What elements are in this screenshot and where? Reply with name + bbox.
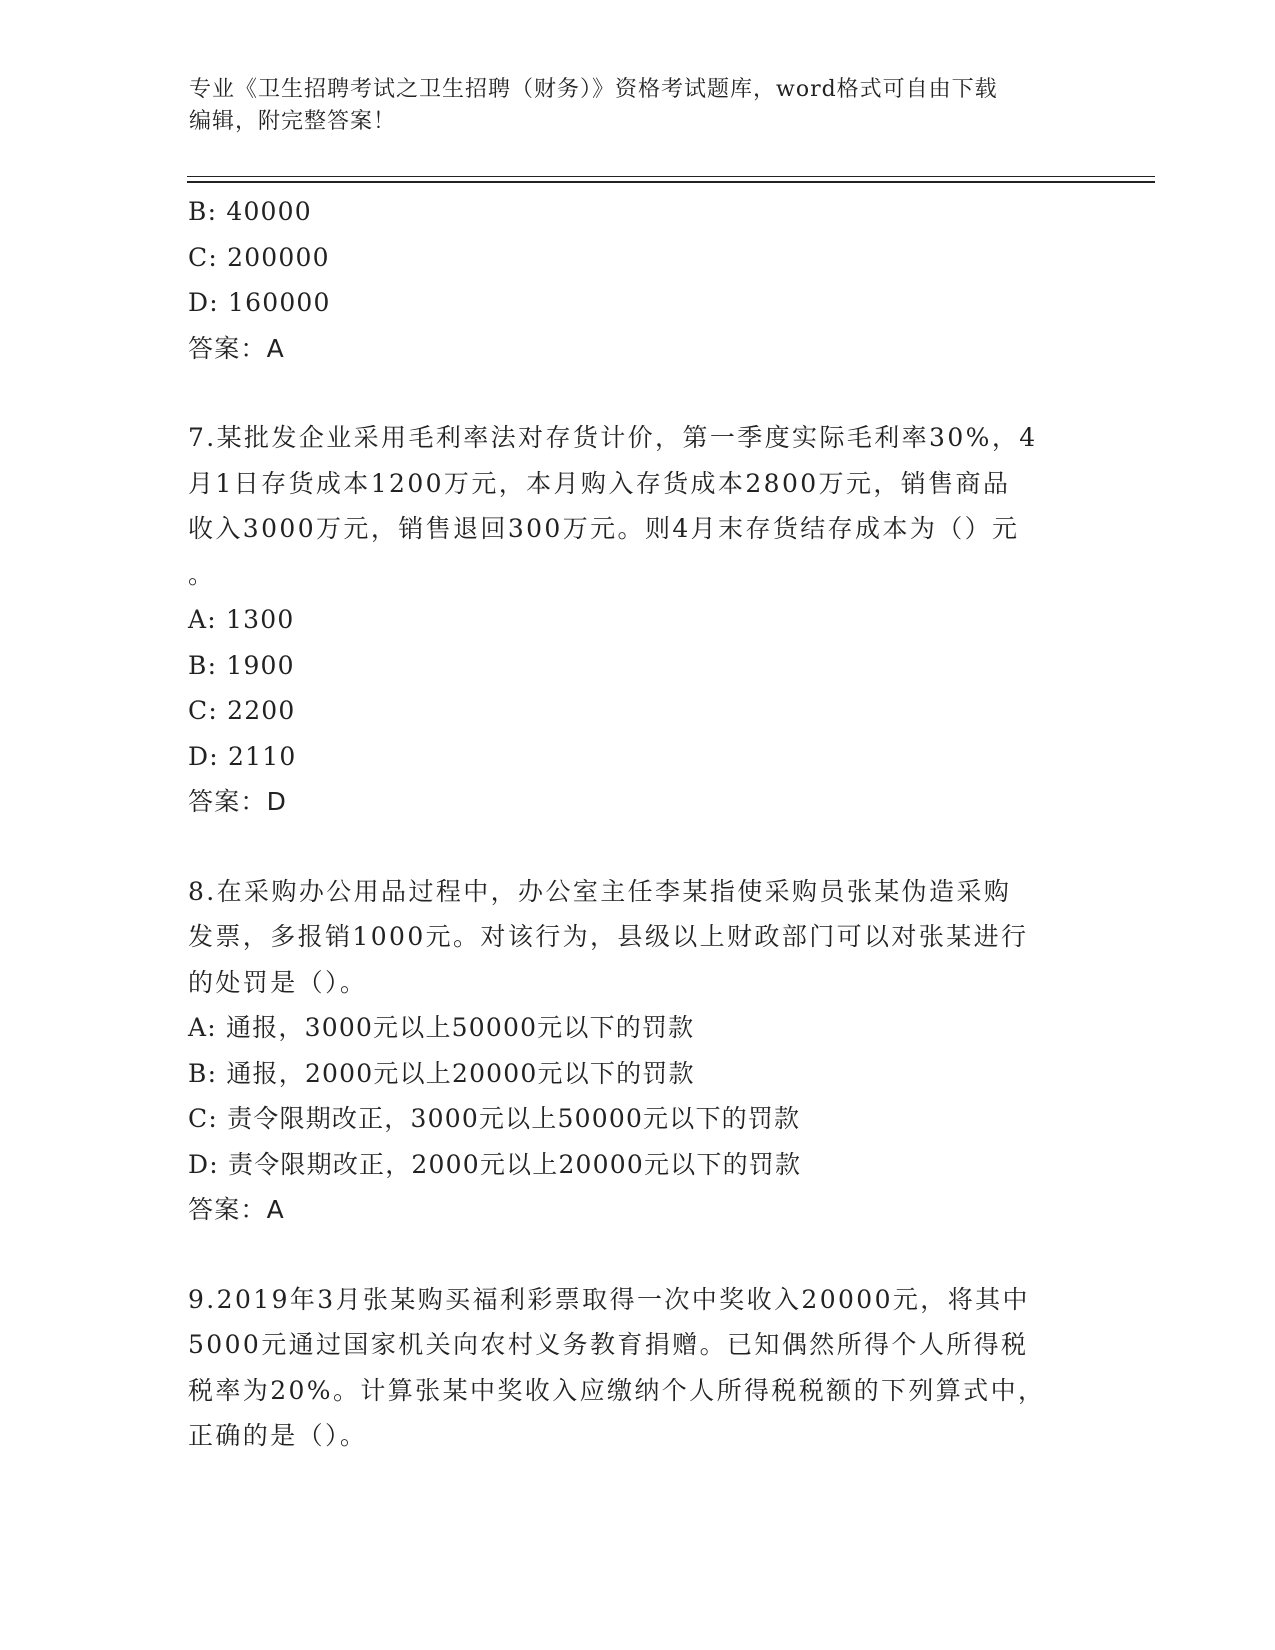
option-b: B: 通报，2000元以上20000元以下的罚款 (188, 1058, 695, 1088)
question-line: 月1日存货成本1200万元，本月购入存货成本2800万元，销售商品 (188, 468, 1011, 498)
option-d: D: 2110 (188, 741, 297, 771)
question-9-text (188, 1277, 1088, 1459)
option-b: B: 1900 (188, 650, 295, 680)
option-c: C: 责令限期改正，3000元以上50000元以下的罚款 (188, 1104, 801, 1133)
question-7-answer: 答案：D (188, 787, 288, 816)
question-line: 7.某批发企业采用毛利率法对存货计价，第一季度实际毛利率30%，4 (188, 423, 1038, 452)
header-line-2: 编辑，附完整答案！ (189, 109, 397, 134)
option-a: A: 通报，3000元以上50000元以下的罚款 (188, 1013, 695, 1042)
header-divider-thin (187, 176, 1155, 177)
question-7-options (188, 597, 1088, 779)
question-line: 5000元通过国家机关向农村义务教育捐赠。已知偶然所得个人所得税 (188, 1330, 1029, 1359)
question-8-text (188, 869, 1088, 1006)
question-8-options (188, 1005, 1088, 1187)
option-d: D: 160000 (188, 288, 331, 317)
spacer (188, 1233, 1088, 1277)
question-line: 收入3000万元，销售退回300万元。则4月末存货结存成本为（）元 (188, 514, 1020, 543)
option-a: A: 1300 (188, 605, 295, 634)
document-body (188, 189, 1088, 1459)
question-line: 。 (188, 559, 216, 589)
spacer (188, 371, 1088, 415)
option-b: B: 40000 (188, 197, 312, 226)
question-8-answer: 答案：A (188, 1195, 285, 1224)
header-divider-thick (187, 181, 1155, 183)
question-line: 8.在采购办公用品过程中，办公室主任李某指使采购员张某伪造采购 (188, 876, 1012, 906)
question-line: 正确的是（）。 (188, 1421, 368, 1450)
question-line: 发票，多报销1000元。对该行为，县级以上财政部门可以对张某进行 (188, 922, 1029, 951)
option-d: D: 责令限期改正，2000元以上20000元以下的罚款 (188, 1149, 802, 1179)
header-line-1: 专业《卫生招聘考试之卫生招聘（财务）》资格考试题库，word格式可自由下载 (189, 77, 998, 102)
question-line: 税率为20%。计算张某中奖收入应缴纳个人所得税税额的下列算式中， (188, 1375, 1046, 1405)
question-line: 的处罚是（）。 (188, 967, 368, 997)
question-6-options (188, 189, 1088, 326)
question-7-text (188, 415, 1088, 597)
spacer (188, 825, 1088, 869)
document-header (189, 74, 1069, 138)
option-c: C: 200000 (188, 242, 330, 272)
question-line: 9.2019年3月张某购买福利彩票取得一次中奖收入20000元，将其中 (188, 1284, 1030, 1314)
option-c: C: 2200 (188, 696, 296, 725)
question-6-answer: 答案：A (188, 333, 285, 363)
